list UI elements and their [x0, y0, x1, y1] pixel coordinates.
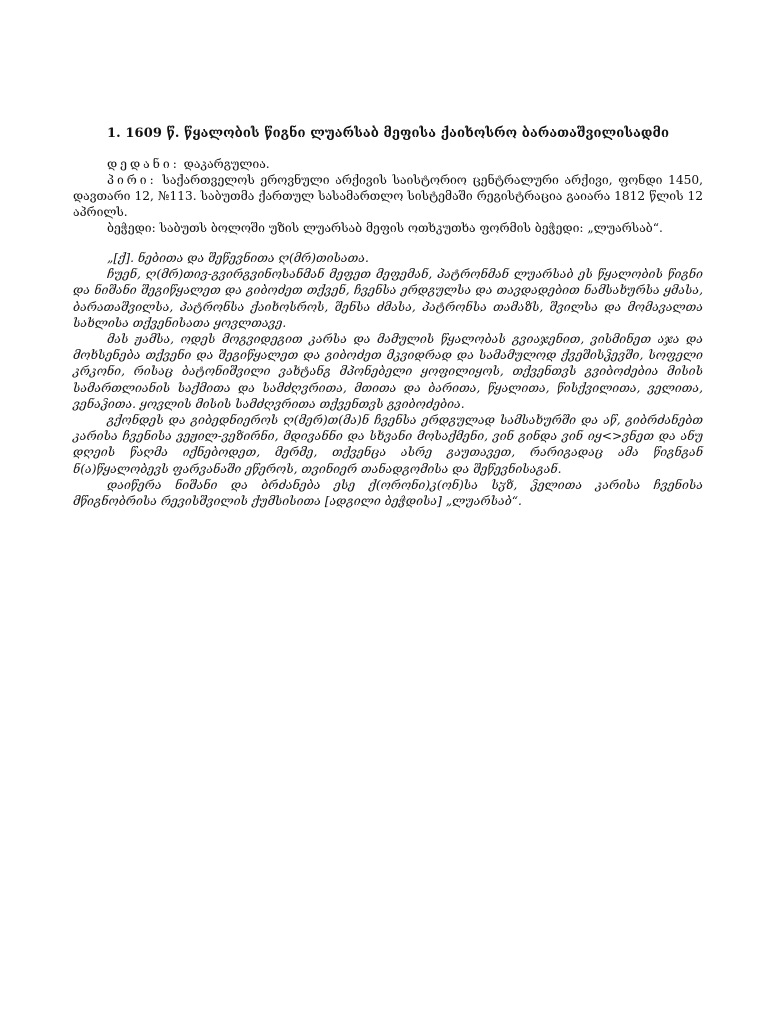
copy-text: საქართველოს ეროვნული არქივის საისტორიო ცენტრალური არქივი, ფონდი 1450, დავთარი 12, №113. საბუთმა ქართულ სასამართლო სისტემაში რეგისტრაცია გაიარა 1812 წლის 12 აპრილს.: [73, 173, 703, 219]
original-note: [73, 156, 703, 172]
document-title: 1. 1609 წ. წყალობის წიგნი ლუარსაბ მეფისა ქაიხოსრო ბარათაშვილისადმი: [107, 126, 670, 141]
original-text: დაკარგულია.: [179, 157, 270, 171]
body-paragraph-order: გქონდეს და გიბედნიეროს ღ(მერ)თ(მა)ნ ჩვენსა ერდგულად სამსახურში და აწ, გიბრძანებთ კარისა ჩვენისა ვეჟილ-ვეზირნი, მდივანნი და სხვანი მოსაქმენი, ვინ გინდა ვინ იყ<>ვნეთ და ანუ დღეის წაღმა იქნებოდეთ, მერმე, თქვენცა ასრე გაუთავეთ, რარიგადაც ამა წიგნგან ნ(ა)წყალობევს ფარვანაში ეწეროს, თვინიერ თანადგომისა და შეწევნისაგან.: [73, 413, 703, 476]
document-page: [73, 124, 703, 509]
seal-note: [73, 220, 703, 236]
body-paragraph-closing: დაიწერა ნიშანი და ბრძანება ესე ქ(ორონი)კ(ონ)სა სჳზ, ჴელითა კარისა ჩვენისა მწიგნობრისა რევისშვილის ქუმსისითა [ადგილი ბეჭდისა] „ლუარსაბ“.: [73, 477, 703, 509]
body-paragraph-estate: მას ჟამსა, ოდეს მოგვიდეგით კარსა და მამულის წყალობას გვიაჯენით, ვისმინეთ აჯა და მოხსენება თქვენი და შეგიწყალეთ და გიბოძეთ მკვიდრად და სამამულოდ ქვეშისჴევში, სოფელი კრკონი, რისაც ბატონიშვილი ვახტანგ მპონებელი ყოფილიყოს, თქვენთვს გვიბოძებია მისის სამართლიანის საქმითა და სამძღვრითა, მთითა და ბარითა, წყალითა, წისქვილითა, ველითა, ვენაჴითა. ყოვლის მისის სამძღვრითა თქვენთვს გვიბოძებია.: [73, 332, 703, 411]
copy-label: პირი:: [107, 173, 157, 187]
copy-note: [73, 172, 703, 220]
body-paragraph-grant: ჩუენ, ღ(მრ)თივ-გვირგვინოსანმან მეფეთ მეფემან, პატრონმან ლუარსაბ ეს წყალობის წიგნი და ნიშანი შეგიწყალეთ და გიბოძეთ თქვენ, ჩვენსა ერდგულსა და თავდადებით ნამსახურსა ყმასა, ბარათაშვილსა, პატრონსა ქაიხოსროს, შენსა ძმასა, პატრონსა თამაზს, შვილსა და მომავალთა სახლისა თქვენისათა ყოვლთავე.: [73, 267, 703, 330]
document-metadata: [73, 156, 703, 236]
seal-text: საბუთს ბოლოში უზის ლუარსაბ მეფის ოთხკუთხა ფორმის ბეჭედი: „ლუარსაბ“.: [155, 221, 663, 235]
document-body: [73, 250, 703, 509]
body-paragraph-invocation: „[ქ]. ნებითა და შეწევნითა ღ(მრ)თისათა.: [107, 251, 369, 265]
seal-label: ბეჭედი:: [107, 221, 156, 235]
original-label: დედანი:: [107, 157, 180, 171]
